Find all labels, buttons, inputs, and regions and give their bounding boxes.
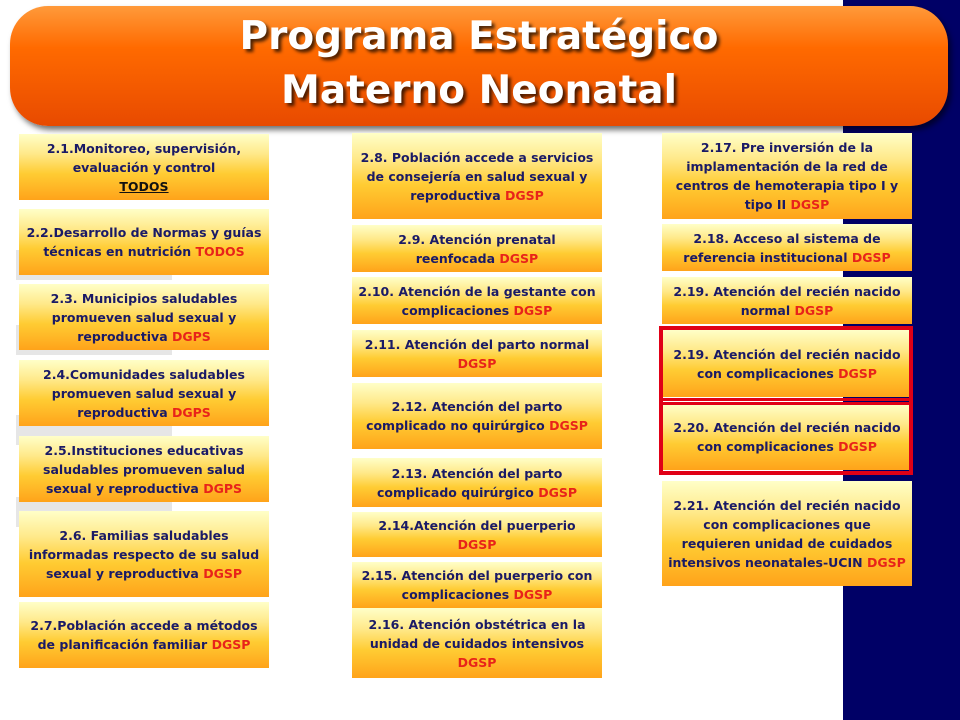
item-code: DGSP <box>866 554 906 570</box>
item-text: 2.19. Atención del recién nacido normal <box>673 283 901 318</box>
item-text: 2.7.Población accede a métodos de planificación familiar <box>30 618 258 652</box>
item-2-16 <box>352 608 602 678</box>
item-2-17 <box>662 133 912 219</box>
item-text: 2.11. Atención del parto normal <box>364 336 590 352</box>
item-code: DGSP <box>851 249 891 265</box>
item-code: DGSP <box>838 439 877 454</box>
title-banner <box>10 6 948 126</box>
item-code: DGSP <box>505 187 544 203</box>
item-code: DGSP <box>538 484 578 500</box>
item-2-19-normal <box>662 277 912 324</box>
item-2-4 <box>19 360 269 426</box>
item-2-13 <box>352 458 602 507</box>
item-text: 2.5.Instituciones educativas saludables promueven salud sexual y reproductiva <box>43 442 245 496</box>
item-2-12 <box>352 383 602 449</box>
item-2-3 <box>19 284 269 350</box>
item-2-18 <box>662 224 912 271</box>
item-code: DGPS <box>172 328 211 344</box>
item-text: 2.13. Atención del parto complicado quirúrgico <box>376 465 563 500</box>
item-code: DGSP <box>203 565 243 581</box>
item-2-5 <box>19 436 269 502</box>
item-code: DGSP <box>513 587 553 602</box>
item-text: 2.20. Atención del recién nacido con complicaciones <box>673 420 901 454</box>
item-code: DGSP <box>457 536 497 552</box>
item-code: DGSP <box>549 418 588 433</box>
item-text: 2.18. Acceso al sistema de referencia institucional <box>683 230 881 265</box>
item-2-15 <box>352 562 602 608</box>
item-text: 2.9. Atención prenatal reenfocada <box>398 231 556 266</box>
item-code: DGPS <box>172 404 211 420</box>
item-2-8 <box>352 133 602 219</box>
item-text: 2.2.Desarrollo de Normas y guías técnicas en nutrición <box>26 225 262 259</box>
item-text: 2.8. Población accede a servicios de consejería en salud sexual y reproductiva <box>360 149 594 203</box>
item-2-21 <box>662 481 912 586</box>
item-text: 2.3. Municipios saludables promueven salud sexual y reproductiva <box>50 290 238 344</box>
item-text: 2.16. Atención obstétrica en la unidad de cuidados intensivos <box>368 616 586 651</box>
item-text: 2.17. Pre inversión de la implamentación de la red de centros de hemoterapia tipo I y tipo II <box>675 140 899 212</box>
item-code: DGSP <box>457 355 497 371</box>
item-text: 2.12. Atención del parto complicado no quirúrgico <box>366 399 563 433</box>
item-code: DGSP <box>211 637 251 652</box>
item-code: DGSP <box>457 654 497 670</box>
item-text: 2.10. Atención de la gestante con complicaciones <box>358 283 596 318</box>
item-code: DGSP <box>499 250 539 266</box>
item-code: DGPS <box>203 480 243 496</box>
title-line-1: Programa Estratégico <box>239 14 719 59</box>
item-2-1 <box>19 134 269 200</box>
title-line-2: Materno Neonatal <box>281 68 677 113</box>
item-text: 2.19. Atención del recién nacido con complicaciones <box>673 346 901 381</box>
item-code: TODOS <box>119 178 169 194</box>
item-text: 2.6. Familias saludables informadas respecto de su salud sexual y reproductiva <box>28 527 260 581</box>
item-text: 2.4.Comunidades saludables promueven salud sexual y reproductiva <box>43 366 245 420</box>
item-code: DGSP <box>513 302 553 318</box>
highlight-divider <box>659 398 913 405</box>
item-2-9 <box>352 225 602 272</box>
item-2-6 <box>19 511 269 597</box>
item-2-14 <box>352 512 602 557</box>
item-2-7 <box>19 602 269 668</box>
item-2-11 <box>352 330 602 377</box>
item-code: DGSP <box>794 302 834 318</box>
item-text: 2.1.Monitoreo, supervisión, evaluación y control <box>46 140 242 175</box>
item-2-2 <box>19 209 269 275</box>
item-2-10 <box>352 277 602 324</box>
item-text: 2.21. Atención del recién nacido con complicaciones que requieren unidad de cuidados intensivos neonatales-UCIN <box>668 497 901 570</box>
item-text: 2.15. Atención del puerperio con complicaciones <box>361 568 593 602</box>
item-text: 2.14.Atención del puerperio <box>378 517 576 533</box>
item-code: DGSP <box>790 197 830 212</box>
item-code: TODOS <box>195 244 245 259</box>
item-code: DGSP <box>838 365 877 381</box>
